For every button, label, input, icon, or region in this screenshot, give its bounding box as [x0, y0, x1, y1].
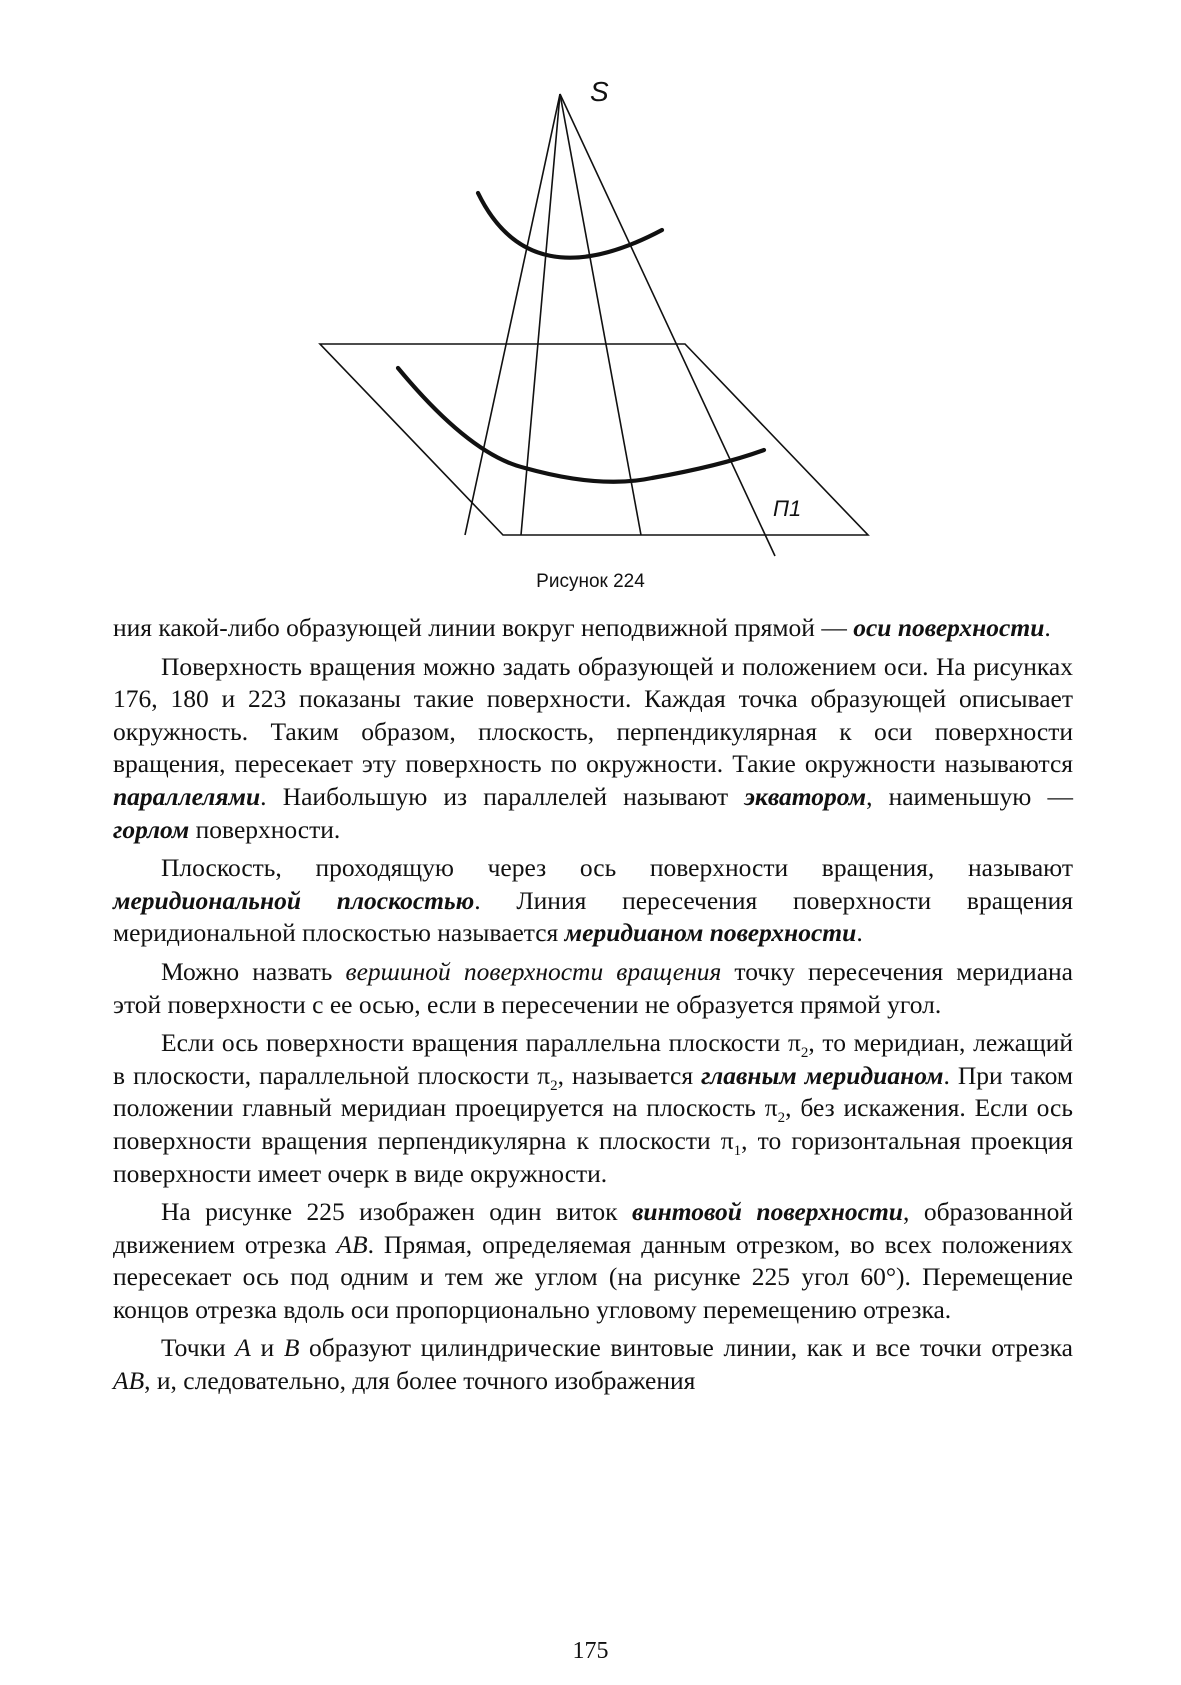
upper-parallel-curve: [478, 193, 662, 258]
generator-line: [560, 94, 641, 535]
text-run: В: [283, 1333, 300, 1363]
text-run: , то горизонтальная проекция поверхности имеет очерк в виде окружности.: [113, 1125, 1073, 1188]
text-run: 2: [777, 1110, 786, 1127]
text-run: Точки: [161, 1333, 236, 1363]
text-run: , без искажения. Если ось поверхности вращения перпендикулярна к плоскости π: [113, 1093, 1073, 1155]
paragraph: [113, 1027, 1073, 1190]
page-number: 175: [572, 1638, 609, 1664]
text-run: .: [856, 918, 863, 948]
text-run: АВ: [336, 1229, 368, 1259]
text-run: , наименьшую —: [866, 781, 1074, 811]
text-run: . При таком положении главный меридиан проецируется на плоскость π: [113, 1060, 1073, 1123]
text-run: 2: [550, 1077, 558, 1094]
term-highlight: горлом: [113, 814, 190, 844]
text-run: 1: [733, 1143, 742, 1159]
paragraph: [113, 1332, 1073, 1397]
text-run: вершиной поверхности вращения: [345, 956, 722, 986]
lower-parallel-curve: [398, 368, 764, 482]
text-run: Если ось поверхности вращения параллельна плоскости π: [161, 1028, 801, 1058]
text-run: Можно назвать: [161, 956, 346, 986]
paragraph: [113, 612, 1073, 645]
plane-label: П1: [773, 496, 802, 521]
paragraph: [113, 1196, 1073, 1326]
text-run: Поверхность вращения можно задать образующей и положением оси. На рисунках 176, 180 и 223 показаны такие поверхности. Каждая точка образующей описывает окружность. Таким образом, плоскость, перпендикулярная к оси поверхности вращения, пересекает эту поверхность по окружности. Такие окружности называются: [113, 651, 1073, 779]
text-run: . Линия пересечения поверхности вращения меридиональной плоскостью называется: [113, 885, 1074, 948]
term-highlight: параллелями: [113, 781, 261, 811]
body-text: [113, 612, 1073, 1404]
figure-224: [0, 0, 1181, 570]
text-run: , то меридиан, лежащий в плоскости, параллельной плоскости π: [113, 1028, 1074, 1090]
text-run: , и, следовательно, для более точного изображения: [144, 1366, 696, 1396]
text-run: поверхности.: [189, 814, 341, 844]
term-highlight: оси поверхности: [853, 613, 1045, 642]
text-run: образуют цилиндрические винтовые линии, как и все точки отрезка: [299, 1333, 1074, 1363]
text-run: , образованной движением отрезка: [113, 1197, 1073, 1259]
figure-caption: Рисунок 224: [536, 571, 645, 592]
term-highlight: экватором: [744, 781, 867, 811]
term-highlight: меридиональной плоскостью: [113, 885, 475, 915]
paragraph: [113, 852, 1073, 950]
paragraph: [113, 651, 1073, 847]
text-run: . Прямая, определяемая данным отрезком, во всех положениях пересекает ось под одним и тем же углом (на рисунке 225 угол 60°). Перемещение концов отрезка вдоль оси пропорционально угловому перемещению отрезка.: [113, 1229, 1073, 1324]
text-run: и: [250, 1333, 284, 1363]
text-run: 2: [800, 1045, 809, 1062]
text-run: ния какой-либо образующей линии вокруг неподвижной прямой —: [113, 613, 854, 642]
paragraph: [113, 956, 1073, 1021]
apex-label: S: [590, 76, 609, 107]
term-highlight: главным меридианом: [701, 1060, 944, 1090]
term-highlight: меридианом поверхности: [564, 918, 857, 948]
text-run: точку пересечения меридиана этой поверхности с ее осью, если в пересечении не образуется прямой угол.: [113, 956, 1073, 1019]
generator-line: [560, 94, 775, 556]
text-run: , называется: [557, 1060, 702, 1090]
text-run: .: [1044, 613, 1051, 642]
text-run: АВ: [113, 1366, 145, 1396]
term-highlight: винтовой поверхности: [632, 1197, 903, 1227]
generator-line: [465, 94, 560, 535]
text-run: На рисунке 225 изображен один виток: [161, 1197, 633, 1227]
text-run: . Наибольшую из параллелей называют: [260, 781, 745, 811]
text-run: А: [235, 1333, 251, 1363]
text-run: Плоскость, проходящую через ось поверхности вращения, называют: [161, 853, 1073, 883]
